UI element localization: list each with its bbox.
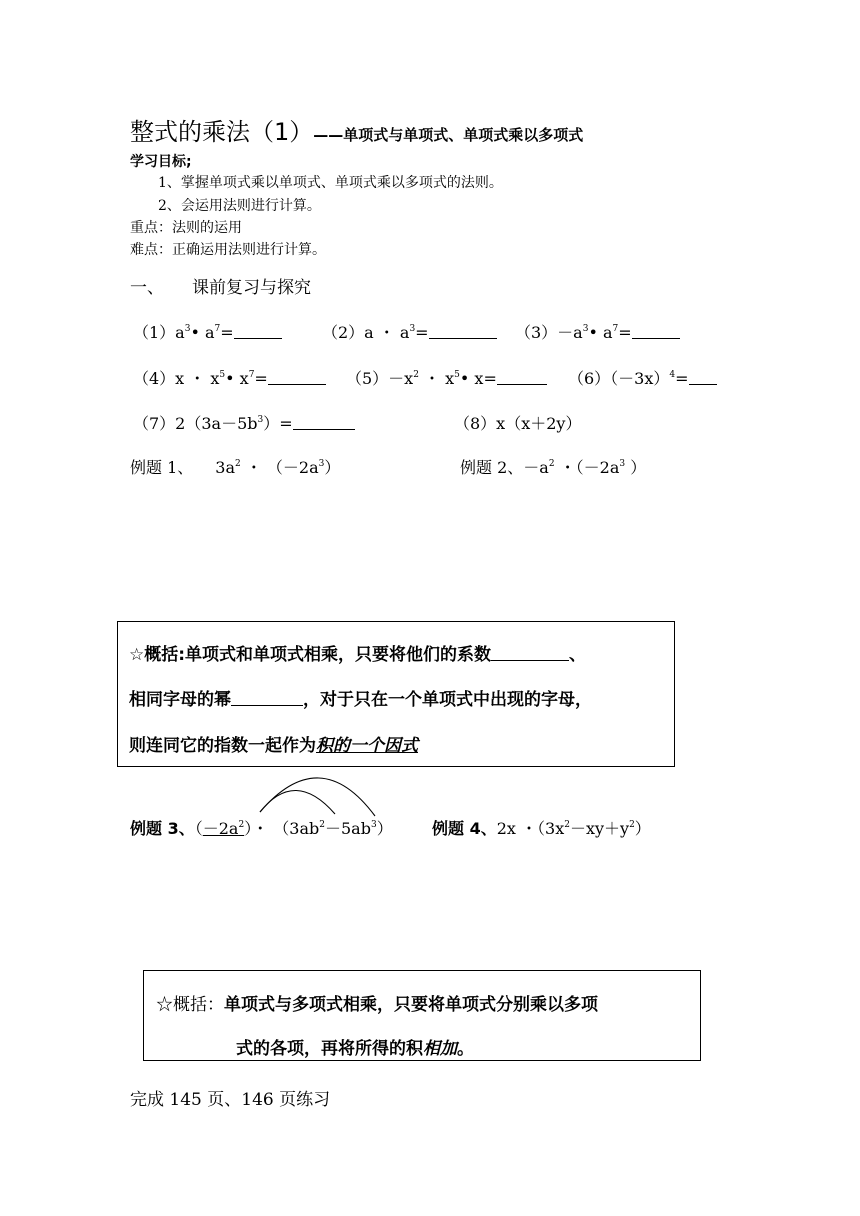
difficulty: 难点：正确运用法则进行计算。: [130, 242, 326, 258]
summary2-line2: 式的各项，再将所得的积相加。: [236, 1039, 474, 1059]
star-label: ☆概括：: [156, 995, 224, 1015]
exercise-2-text: （2）a ・ a: [322, 323, 410, 342]
answer-blank[interactable]: [293, 415, 355, 430]
answer-blank[interactable]: [231, 689, 303, 706]
example-1-expr: 3a: [215, 458, 235, 477]
exercise-1: $(1)a^3•$ $a^7=$: [133, 320, 282, 343]
exercise-6-text: （6）（－3x）: [568, 369, 670, 388]
example-2: 例题 2、$-a^2$ ・（$-2a^3$ ）: [460, 458, 647, 477]
exercise-1-text: （1）a: [133, 323, 185, 342]
answer-blank[interactable]: [234, 324, 282, 339]
summary1-line1: ☆概括:单项式和单项式相乘，只要将他们的系数 、: [129, 645, 587, 665]
example-1: 例题 1、 $3a^2$ ・ $(-2a^3)$: [130, 458, 341, 477]
example-3: 例题 3、$(-2a^2)$・ $(3ab^2-5ab^3)$: [130, 819, 393, 838]
exercise-6: $(6)(-3x)^4=$: [568, 366, 717, 389]
example-1-label: 例题 1、: [130, 458, 194, 477]
answer-blank[interactable]: [429, 324, 497, 339]
example-2-label: 例题 2、: [460, 458, 524, 477]
exercise-3: $(3)-a^3•$ $a^7=$: [515, 320, 680, 343]
star-label: ☆概括:: [129, 645, 186, 665]
exercise-4-text: （4）x ・ x: [133, 369, 220, 388]
exercise-3-text: （3）－a: [515, 323, 583, 342]
summary1-line2: 相同字母的幂 ，对于只在一个单项式中出现的字母，: [129, 690, 592, 710]
exercise-5-text: （5）－x: [346, 369, 414, 388]
answer-blank[interactable]: [491, 644, 569, 661]
exercise-4: （4）x ・ $x^5•$ $x^7=$: [133, 366, 326, 389]
title-sub: ——单项式与单项式、单项式乘以多项式: [313, 126, 584, 144]
arc-inner: [260, 790, 335, 814]
goal-item-2: 2、会运用法则进行计算。: [158, 198, 321, 214]
exercise-8-text: （8）x（x＋2y）: [454, 414, 582, 433]
example-3-label: 例题 3、: [130, 819, 195, 838]
exercise-2: （2）a ・ $a^3=$: [322, 320, 497, 343]
example-4-label: 例题 4、: [432, 819, 497, 838]
exercise-5: $(5)-x^2$ ・ $x^5•$ x=: [346, 366, 547, 389]
section-number: 一、: [130, 278, 164, 298]
example-4: 例题 4、2x ・$(3x^2-xy+y^2)$: [432, 819, 651, 838]
key-point: 重点：法则的运用: [130, 220, 242, 236]
page-title: [130, 112, 583, 147]
goals-heading: 学习目标;: [130, 154, 192, 170]
emphasis-factor: 积的一个因式: [316, 736, 418, 756]
goal-item-1: 1、掌握单项式乘以单项式、单项式乘以多项式的法则。: [158, 175, 503, 191]
title-main: 整式的乘法（1）: [130, 118, 314, 146]
arc-outer: [260, 778, 375, 816]
summary-box-1: [117, 621, 675, 767]
emphasis-add: 相加: [423, 1039, 457, 1059]
exercise-7: $(7)2(3a-5b^3)=$: [133, 411, 355, 434]
section-label: 课前复习与探究: [192, 278, 311, 298]
exercise-7-text: （7）2（3a－5b: [133, 414, 258, 433]
section-heading: [130, 273, 311, 298]
answer-blank[interactable]: [497, 370, 547, 385]
footer-instruction: 完成 145 页、146 页练习: [130, 1090, 331, 1110]
exercise-8: [454, 411, 581, 434]
summary2-line1: ☆概括：单项式与多项式相乘，只要将单项式分别乘以多项: [156, 995, 598, 1015]
answer-blank[interactable]: [632, 324, 680, 339]
summary1-line3: 则连同它的指数一起作为积的一个因式: [129, 736, 418, 756]
answer-blank[interactable]: [689, 370, 717, 385]
summary-box-2: [143, 970, 701, 1061]
answer-blank[interactable]: [268, 370, 326, 385]
